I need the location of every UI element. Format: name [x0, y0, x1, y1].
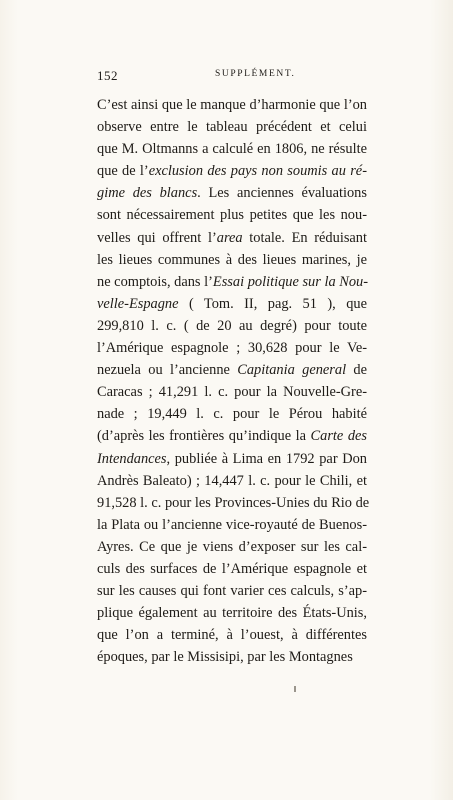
page-number: 152	[97, 68, 118, 83]
text-line	[97, 602, 367, 624]
body-text	[97, 94, 370, 668]
text-line	[97, 558, 367, 580]
text-segment: culs des surfaces de l’Amérique espagnole et	[97, 560, 367, 577]
page-header	[97, 68, 367, 84]
text-line	[97, 160, 367, 182]
text-line	[97, 580, 367, 602]
running-head: SUPPLÉMENT.	[215, 69, 296, 79]
printer-mark	[294, 686, 296, 692]
text-segment: , publiée à Lima en 1792 par Don	[166, 450, 367, 467]
text-line	[97, 624, 367, 646]
text-segment: (d’après les frontières qu’indique la	[97, 428, 311, 445]
italic-text: Essai politique sur la Nou-	[212, 273, 369, 290]
text-line	[97, 271, 367, 293]
text-segment: sur les causes qui font varier ces calculs, s’ap-	[97, 583, 367, 600]
text-segment: nade ; 19,449 l. c. pour le Pérou habité	[97, 406, 367, 423]
text-segment: de	[346, 362, 367, 379]
italic-text: velle-Espagne	[97, 295, 179, 312]
text-line	[97, 116, 367, 138]
text-line	[97, 315, 367, 337]
italic-text: exclusion des pays non soumis au ré-	[148, 163, 367, 180]
text-segment: C’est ainsi que le manque d’harmonie que l’on	[97, 97, 367, 113]
italic-text: Intendances	[97, 450, 167, 467]
text-segment: Caracas ; 41,291 l. c. pour la Nouvelle-Gre-	[97, 384, 367, 401]
text-line	[97, 646, 367, 668]
text-segment: nezuela ou l’ancienne	[97, 362, 238, 379]
text-line	[97, 359, 367, 381]
text-line	[97, 337, 367, 359]
text-line	[97, 492, 370, 514]
text-segment: que M. Oltmanns a calculé en 1806, ne résulte	[97, 141, 367, 158]
text-line	[97, 514, 367, 536]
text-segment: Andrès Baleato) ; 14,447 l. c. pour le Chili, et	[97, 472, 367, 489]
text-line	[97, 204, 367, 226]
text-line	[97, 381, 367, 403]
text-line	[97, 138, 367, 160]
text-segment: l’Amérique espagnole ; 30,628 pour le Ve-	[97, 340, 367, 357]
text-line	[97, 94, 367, 116]
text-segment: . Les anciennes évaluations	[197, 185, 367, 202]
text-segment: ( Tom. II, pag. 51 ), que	[178, 295, 367, 312]
text-segment: que de l’	[97, 163, 149, 180]
text-line	[97, 403, 367, 425]
text-segment: ne comptois, dans l’	[97, 273, 213, 290]
text-segment: velles qui offrent l’	[97, 229, 217, 246]
text-line	[97, 536, 367, 558]
text-segment: la Plata ou l’ancienne vice-royauté de Buenos-	[97, 516, 367, 533]
text-segment: totale. En réduisant	[242, 229, 368, 246]
text-line	[97, 425, 367, 447]
italic-text: Capitania general	[237, 362, 347, 379]
text-line	[97, 470, 367, 492]
text-segment: les lieues communes à des lieues marines, je	[97, 251, 367, 268]
text-line	[97, 249, 367, 271]
text-line	[97, 448, 367, 470]
text-segment: 91,528 l. c. pour les Provinces-Unies du Rio de	[97, 494, 370, 511]
text-segment: 299,810 l. c. ( de 20 au degré) pour toute	[97, 317, 367, 334]
text-segment: époques, par le Missisipi, par les Montagnes	[97, 649, 353, 666]
text-line	[97, 182, 367, 204]
text-segment: que l’on a terminé, à l’ouest, à différentes	[97, 627, 367, 644]
italic-text: gime des blancs	[97, 185, 198, 202]
text-segment: plique également au territoire des États-Unis,	[97, 605, 367, 622]
italic-text: area	[216, 229, 243, 246]
italic-text: Carte des	[310, 428, 367, 445]
text-line	[97, 227, 367, 249]
text-segment: observe entre le tableau précédent et celui	[97, 119, 367, 136]
text-line	[97, 293, 367, 315]
text-segment: sont nécessairement plus petites que les nou-	[97, 207, 367, 224]
text-segment: Ayres. Ce que je viens d’exposer sur les cal-	[97, 538, 367, 555]
